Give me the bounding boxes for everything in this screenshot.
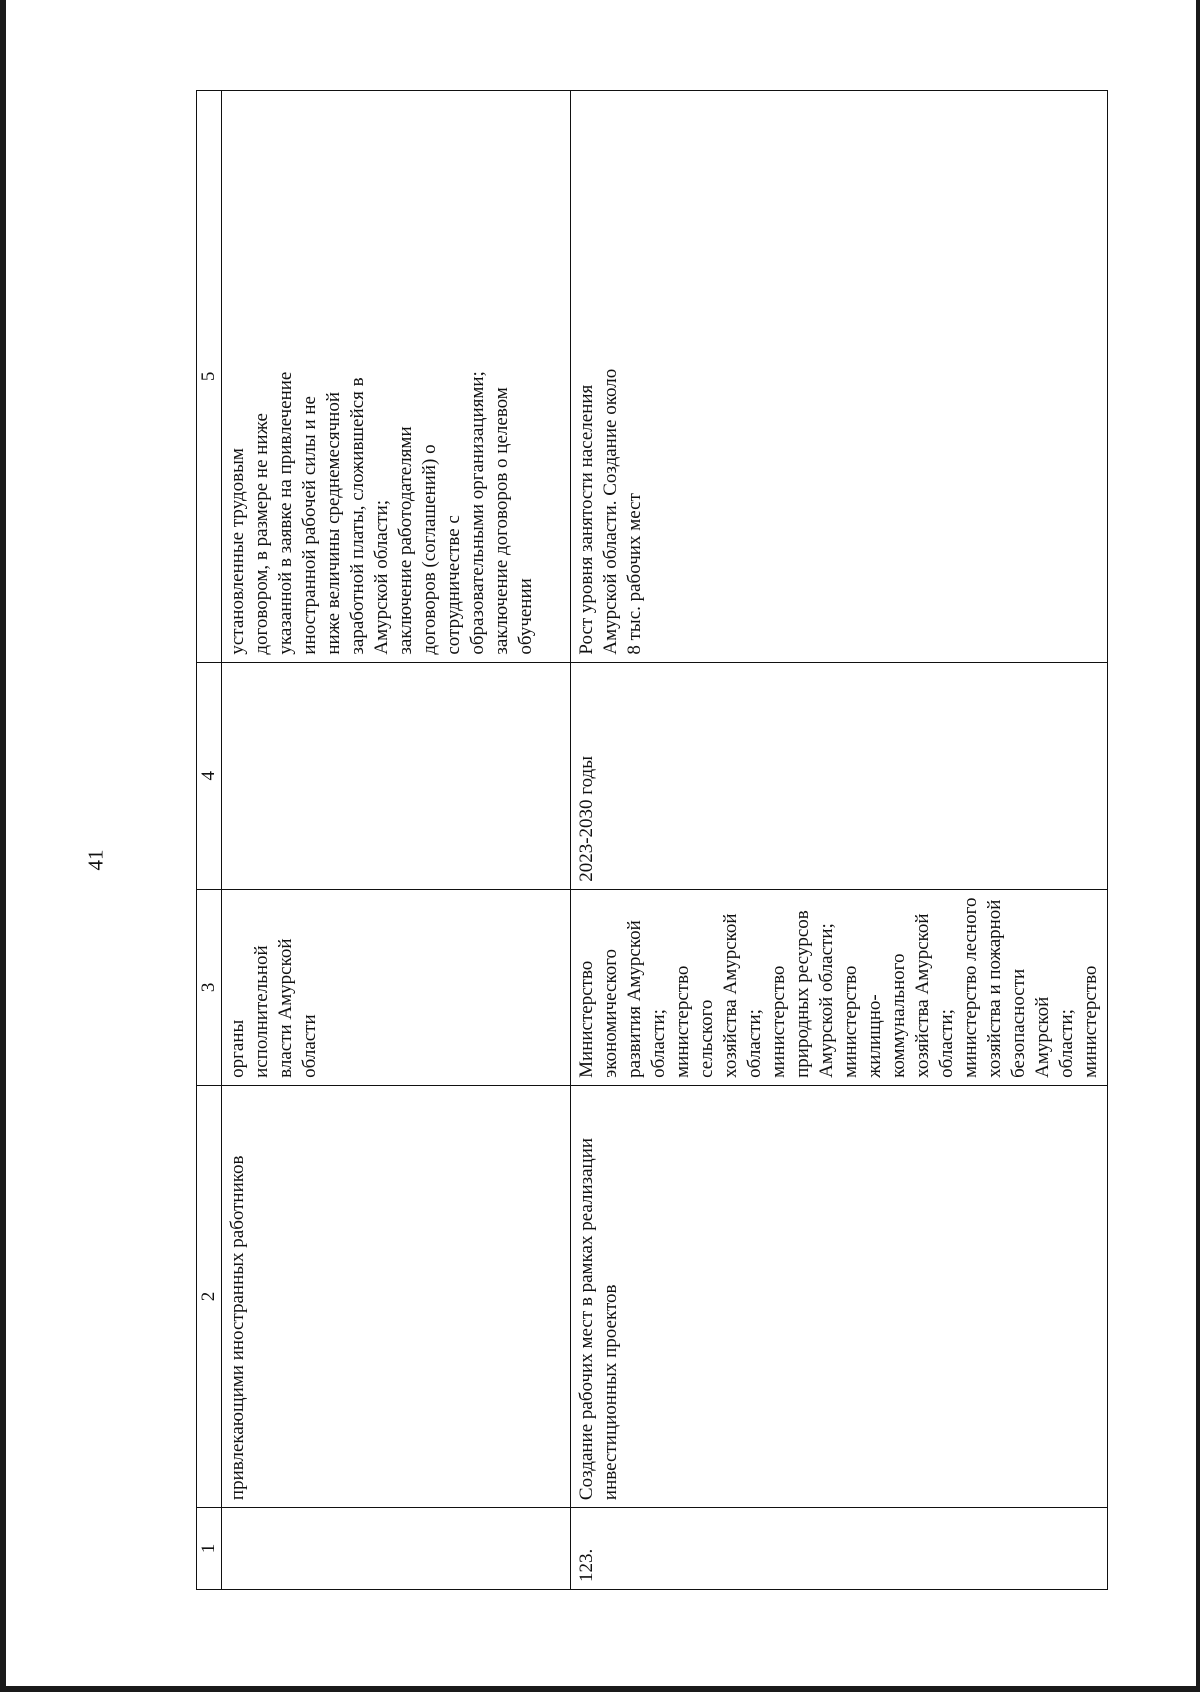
header-col-5: 5: [197, 91, 222, 663]
executors-line: министерство сельского: [672, 965, 717, 1078]
header-col-1: 1: [197, 1508, 222, 1590]
executors-line: развития Амурской: [624, 920, 645, 1078]
executors-line: безопасности Амурской: [1008, 968, 1053, 1078]
table-header-row: [197, 91, 222, 1590]
executors-line: области: [299, 1014, 320, 1078]
executors-line: хозяйства и пожарной: [984, 899, 1005, 1078]
measures-table: [196, 90, 1108, 1590]
executors-line: министерство лесного: [960, 897, 981, 1078]
result-cell: [571, 91, 1108, 663]
measure-name-cell: Создание рабочих мест в рамках реализации инвестиционных проектов: [571, 1085, 1108, 1507]
result-line: иностранной рабочей силы и не: [299, 396, 320, 655]
result-line: Рост уровня занятости населения: [576, 384, 597, 655]
scan-border-right: [1196, 0, 1200, 1692]
scan-border-left: [0, 0, 6, 1692]
measure-name-cell: привлекающими иностранных работников: [222, 1085, 571, 1507]
result-line: обучении: [515, 578, 536, 655]
executors-line: области;: [648, 1009, 669, 1078]
result-line: образовательными организациями;: [467, 371, 488, 655]
result-line: ниже величины среднемесячной: [323, 392, 344, 655]
table-row: [571, 91, 1108, 1590]
period-cell: [222, 662, 571, 889]
header-col-2: 2: [197, 1085, 222, 1507]
executors-line: хозяйства Амурской: [912, 913, 933, 1078]
executors-line: власти Амурской: [275, 938, 296, 1078]
result-line: сотрудничестве с: [443, 515, 464, 655]
result-line: установленные трудовым: [227, 448, 248, 655]
result-line: заключение работодателями: [395, 426, 416, 655]
executors-line: Амурской области;: [816, 923, 837, 1078]
executors-line: Министерство: [576, 960, 597, 1078]
row-number-cell: 123.: [571, 1508, 1108, 1590]
executors-line: министерство: [768, 965, 789, 1078]
result-line: Амурской области;: [371, 499, 392, 655]
executors-line: области;: [936, 1009, 957, 1078]
header-col-4: 4: [197, 662, 222, 889]
result-line: договоров (соглашений) о: [419, 444, 440, 655]
executors-line: коммунального: [888, 953, 909, 1078]
executors-line: министерство жилищно-: [840, 965, 885, 1078]
table-row: [222, 91, 571, 1590]
executors-line: области;: [1056, 1009, 1077, 1078]
executors-cell: [571, 889, 1108, 1085]
executors-line: органы исполнительной: [227, 945, 272, 1078]
executors-line: области;: [744, 1009, 765, 1078]
header-col-3: 3: [197, 889, 222, 1085]
result-line: Амурской области. Создание около: [600, 368, 621, 655]
result-line: заключение договоров о целевом: [491, 387, 512, 655]
executors-line: министерство: [1080, 965, 1101, 1078]
page-number: 41: [83, 849, 108, 871]
result-line: 8 тыс. рабочих мест: [624, 493, 645, 655]
period-cell: 2023-2030 годы: [571, 662, 1108, 889]
result-line: договором, в размере не ниже: [251, 413, 272, 655]
executors-line: экономического: [600, 948, 621, 1078]
executors-line: природных ресурсов: [792, 910, 813, 1078]
executors-cell: [222, 889, 571, 1085]
executors-line: хозяйства Амурской: [720, 913, 741, 1078]
result-line: указанной в заявке на привлечение: [275, 371, 296, 655]
scan-border-bottom: [0, 1686, 1200, 1692]
result-line: заработной платы, сложившейся в: [347, 377, 368, 655]
row-number-cell: [222, 1508, 571, 1590]
result-cell: [222, 91, 571, 663]
rotated-table-container: [196, 90, 1108, 1590]
